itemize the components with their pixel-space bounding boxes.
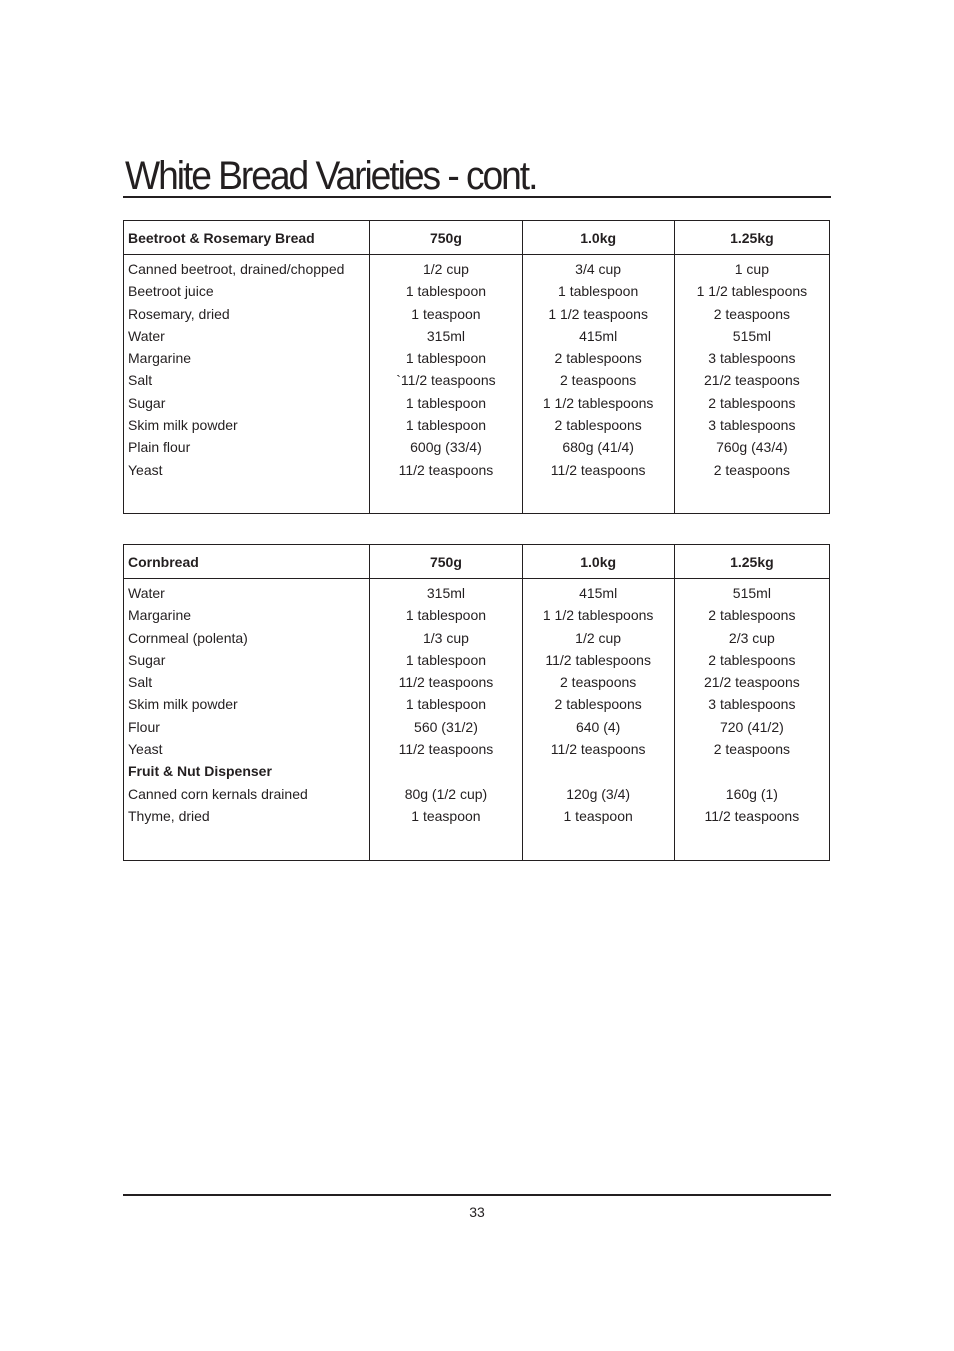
quantity: 1 tablespoon — [558, 283, 639, 300]
quantity-column-750g — [370, 255, 522, 514]
quantity: 1 tablespoon — [405, 283, 487, 300]
quantity: 600g (33/4) — [410, 439, 482, 456]
quantity: 1 1/2 tablespoons — [696, 283, 808, 300]
size-header-750g: 750g — [370, 545, 522, 579]
quantity: 680g (41/4) — [562, 439, 634, 456]
quantity: 315ml — [426, 327, 466, 344]
quantity: 160g (1) — [725, 785, 778, 802]
quantity: 2 tablespoons — [554, 417, 642, 434]
table-body-row — [124, 579, 830, 861]
quantity — [523, 760, 674, 782]
size-header-1-25kg: 1.25kg — [674, 221, 829, 255]
quantity: 1 cup — [734, 261, 769, 277]
ingredient-name: Yeast — [128, 741, 163, 758]
quantity: 1 teaspoon — [563, 807, 633, 824]
quantity — [675, 760, 829, 782]
quantity: 1 tablespoon — [405, 696, 487, 713]
ingredient-name: Cornmeal (polenta) — [128, 629, 248, 646]
ingredient-name: Canned corn kernals drained — [128, 785, 308, 802]
ingredient-column — [124, 579, 370, 861]
quantity: 1 tablespoon — [405, 350, 487, 367]
quantity: 11/2 teaspoons — [398, 674, 494, 691]
ingredient-name: Sugar — [128, 394, 166, 411]
ingredient-name: Salt — [128, 372, 153, 389]
quantity: 515ml — [732, 585, 771, 601]
table-body-row — [124, 255, 830, 514]
quantity: 2 teaspoons — [713, 741, 791, 758]
section-subheading: Fruit & Nut Dispenser — [128, 763, 272, 780]
ingredient-name: Thyme, dried — [128, 807, 210, 824]
quantity: 3 tablespoons — [708, 696, 796, 713]
quantity: 80g (1/2 cup) — [404, 785, 488, 802]
ingredient-name: Salt — [128, 674, 153, 691]
quantity: 11/2 teaspoons — [550, 461, 646, 478]
quantity: 2 tablespoons — [708, 607, 796, 624]
quantity-column-1-25kg — [674, 255, 829, 514]
quantity: 2 tablespoons — [554, 696, 642, 713]
quantity: 1 tablespoon — [405, 394, 487, 411]
ingredient-name: Beetroot juice — [128, 283, 214, 300]
quantity: 1 teaspoon — [411, 807, 481, 824]
quantity: 3 tablespoons — [708, 417, 796, 434]
quantity: 1 teaspoon — [411, 305, 481, 322]
quantity: 415ml — [579, 585, 618, 601]
quantity: 11/2 teaspoons — [398, 461, 494, 478]
quantity: 2/3 cup — [728, 629, 775, 646]
page-number: 33 — [469, 1204, 485, 1220]
ingredient-name: Margarine — [128, 350, 192, 367]
cornbread-table — [123, 544, 830, 861]
quantity-column-1kg — [522, 579, 674, 861]
table-header-row — [124, 221, 830, 255]
quantity: 2 teaspoons — [560, 372, 637, 389]
quantity: 120g (3/4) — [566, 785, 631, 802]
quantity: 720 (41/2) — [719, 718, 784, 735]
recipe-name-header: Cornbread — [124, 545, 370, 579]
quantity: 11/2 teaspoons — [704, 807, 800, 824]
beetroot-rosemary-table — [123, 220, 830, 514]
quantity: 1 tablespoon — [405, 607, 487, 624]
ingredient-name: Sugar — [128, 651, 166, 668]
size-header-1kg: 1.0kg — [522, 545, 674, 579]
quantity — [370, 760, 521, 782]
quantity: `11/2 teaspoons — [396, 372, 496, 389]
quantity-column-750g — [370, 579, 522, 861]
table-header-row — [124, 545, 830, 579]
quantity: 515ml — [732, 327, 771, 344]
ingredient-name: Skim milk powder — [128, 696, 238, 713]
ingredient-name: Water — [128, 585, 165, 601]
quantity: 3/4 cup — [575, 261, 622, 277]
title-divider — [123, 196, 831, 198]
ingredient-name: Canned beetroot, drained/chopped — [128, 261, 345, 277]
quantity: 1 1/2 tablespoons — [542, 394, 654, 411]
quantity: 2 teaspoons — [713, 305, 791, 322]
quantity: 1 tablespoon — [405, 417, 487, 434]
quantity: 1/2 cup — [422, 261, 469, 277]
recipe-name-header: Beetroot & Rosemary Bread — [124, 221, 370, 255]
quantity: 1/3 cup — [422, 629, 469, 646]
ingredient-name: Water — [128, 327, 165, 344]
quantity: 2 teaspoons — [713, 461, 791, 478]
quantity: 1 1/2 tablespoons — [542, 607, 654, 624]
ingredient-column — [124, 255, 370, 514]
ingredient-name: Yeast — [128, 461, 163, 478]
quantity: 640 (4) — [575, 718, 621, 735]
quantity: 11/2 tablespoons — [545, 651, 651, 668]
footer-divider — [123, 1194, 831, 1196]
quantity: 2 tablespoons — [708, 651, 796, 668]
ingredient-name: Margarine — [128, 607, 192, 624]
ingredient-name: Skim milk powder — [128, 417, 238, 434]
quantity: 11/2 teaspoons — [398, 741, 494, 758]
size-header-750g: 750g — [370, 221, 522, 255]
quantity: 21/2 teaspoons — [704, 674, 800, 691]
quantity: 415ml — [579, 327, 618, 344]
quantity: 3 tablespoons — [708, 350, 796, 367]
quantity: 315ml — [426, 585, 466, 601]
page-title: White Bread Varieties - cont. — [125, 154, 537, 198]
quantity: 1 1/2 teaspoons — [548, 305, 648, 322]
quantity: 2 teaspoons — [560, 674, 637, 691]
quantity: 21/2 teaspoons — [704, 372, 800, 389]
quantity: 1/2 cup — [575, 629, 622, 646]
quantity: 11/2 teaspoons — [550, 741, 646, 758]
quantity: 2 tablespoons — [554, 350, 642, 367]
quantity: 2 tablespoons — [708, 394, 796, 411]
quantity-column-1-25kg — [674, 579, 829, 861]
ingredient-name: Plain flour — [128, 439, 191, 456]
quantity-column-1kg — [522, 255, 674, 514]
size-header-1kg: 1.0kg — [522, 221, 674, 255]
ingredient-name: Flour — [128, 718, 160, 735]
ingredient-name: Rosemary, dried — [128, 305, 230, 322]
quantity: 760g (43/4) — [716, 439, 788, 456]
size-header-1-25kg: 1.25kg — [674, 545, 829, 579]
quantity: 1 tablespoon — [405, 651, 487, 668]
quantity: 560 (31/2) — [414, 718, 478, 735]
